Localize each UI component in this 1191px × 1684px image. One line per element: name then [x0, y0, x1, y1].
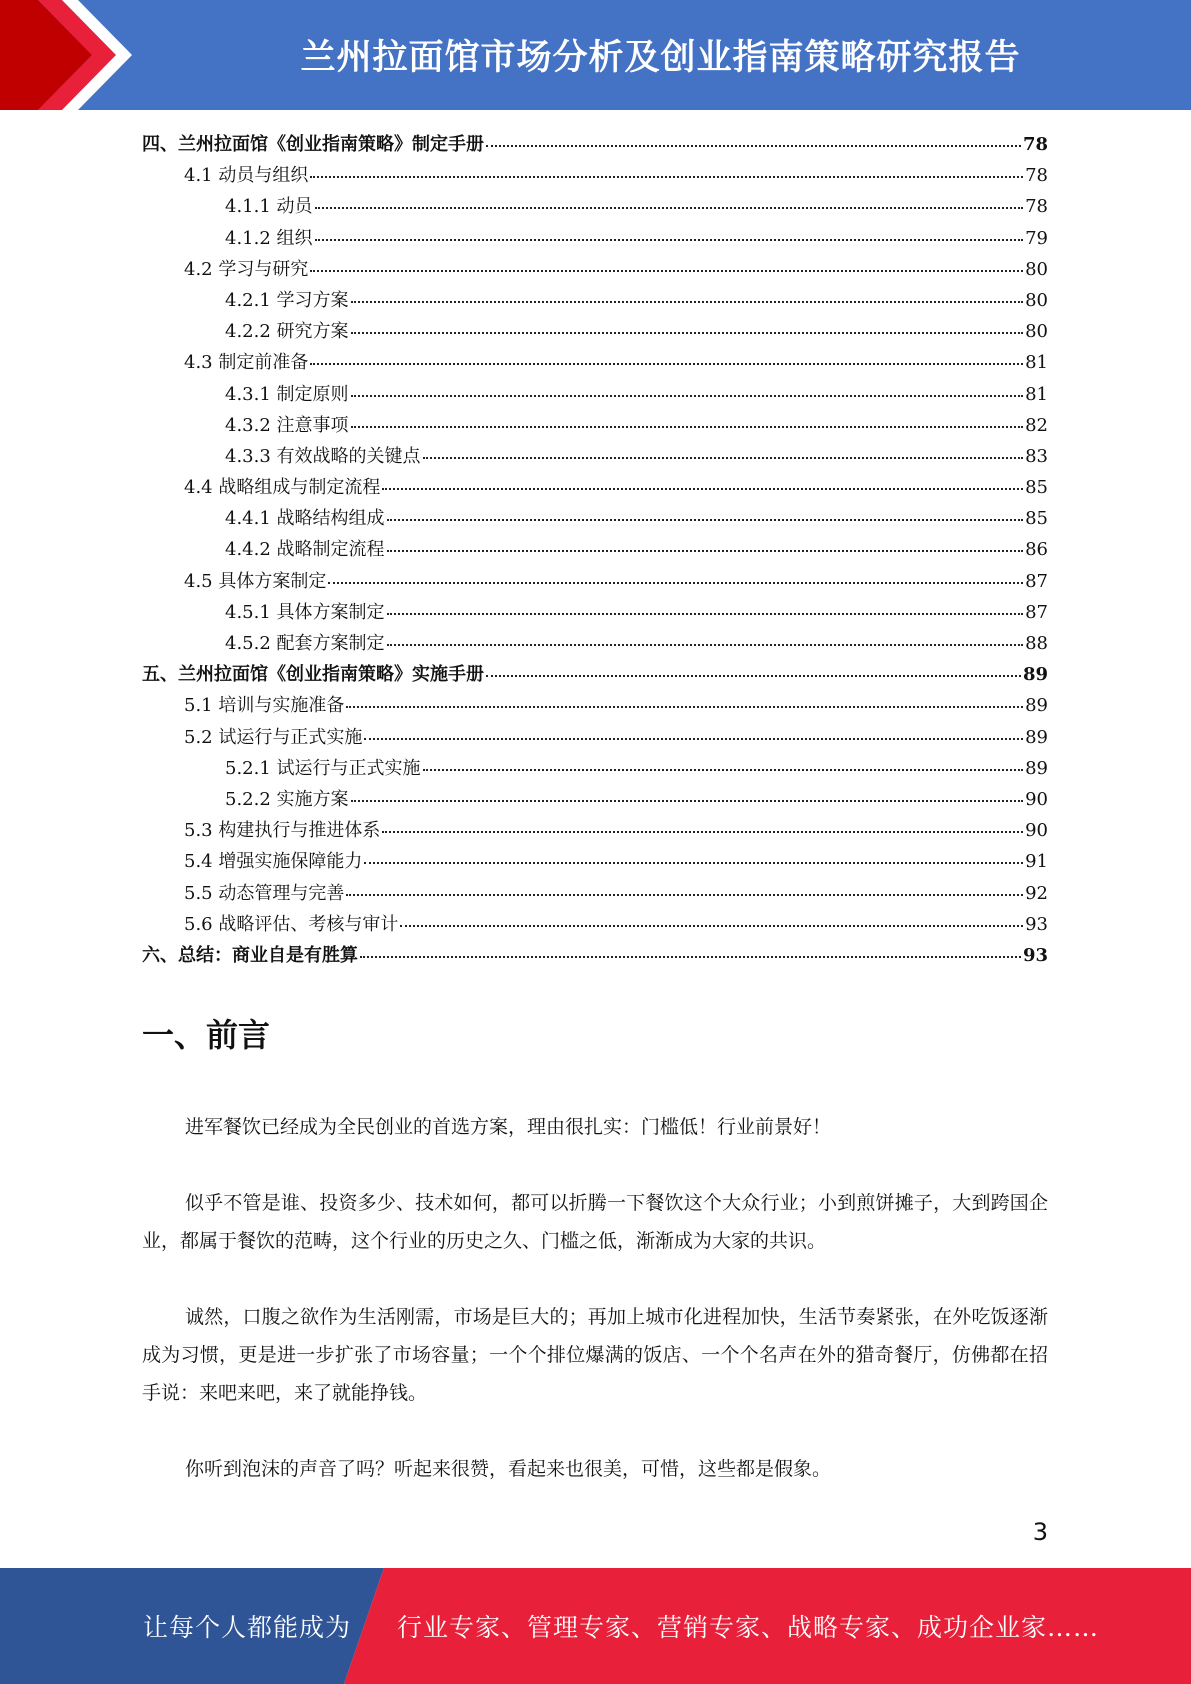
toc-entry-page: 93: [1022, 944, 1048, 966]
toc-entry[interactable]: [142, 160, 1048, 191]
toc-dot-leader: [387, 612, 1024, 615]
toc-entry[interactable]: [142, 472, 1048, 503]
toc-dot-leader: [315, 206, 1024, 209]
toc-entry-page: 81: [1025, 383, 1048, 405]
toc-entry[interactable]: [142, 597, 1048, 628]
toc-entry-page: 89: [1025, 726, 1048, 748]
toc-entry-page: 78: [1022, 134, 1048, 155]
toc-entry-page: 85: [1025, 508, 1048, 530]
toc-entry-title: 5.2.1 试运行与正式实施: [225, 757, 421, 779]
toc-entry-page: 87: [1025, 601, 1048, 623]
section-heading: 一、前言: [142, 1016, 271, 1054]
toc-dot-leader: [387, 518, 1024, 521]
toc-dot-leader: [400, 924, 1023, 927]
toc-entry-page: 80: [1025, 321, 1048, 343]
toc-entry-title: 4.5.2 配套方案制定: [225, 633, 385, 654]
toc-entry[interactable]: [142, 909, 1048, 940]
toc-entry-title: 5.5 动态管理与完善: [184, 882, 345, 904]
toc-entry-title: 4.5.1 具体方案制定: [225, 601, 385, 623]
toc-entry[interactable]: [142, 503, 1048, 534]
toc-entry-page: 79: [1025, 227, 1048, 249]
toc-entry-title: 4.4 战略组成与制定流程: [184, 477, 381, 499]
toc-entry-title: 4.2.2 研究方案: [225, 321, 349, 343]
toc-entry-title: 四、兰州拉面馆《创业指南策略》制定手册: [142, 134, 484, 155]
toc-entry-page: 83: [1025, 445, 1048, 467]
table-of-contents: [142, 129, 1048, 971]
toc-entry-title: 5.6 战略评估、考核与审计: [184, 913, 399, 935]
body-paragraph: 你听到泡沫的声音了吗？听起来很赞，看起来也很美，可惜，这些都是假象。: [185, 1458, 832, 1480]
toc-dot-leader: [423, 456, 1024, 459]
toc-dot-leader: [310, 175, 1023, 178]
toc-entry-page: 78: [1025, 196, 1048, 218]
toc-entry-title: 4.3.3 有效战略的关键点: [225, 445, 421, 467]
toc-entry-page: 92: [1025, 882, 1048, 904]
toc-entry[interactable]: [142, 191, 1048, 222]
toc-entry-title: 五、兰州拉面馆《创业指南策略》实施手册: [142, 664, 484, 686]
toc-entry[interactable]: [142, 628, 1048, 659]
toc-entry-title: 4.2.1 学习方案: [225, 289, 349, 311]
toc-dot-leader: [351, 799, 1024, 802]
toc-entry[interactable]: [142, 846, 1048, 877]
toc-dot-leader: [315, 238, 1024, 241]
toc-entry[interactable]: [142, 659, 1048, 690]
toc-entry-title: 5.2.2 实施方案: [225, 788, 349, 810]
toc-entry-title: 4.1.1 动员: [225, 196, 313, 218]
toc-entry-page: 80: [1025, 289, 1048, 311]
toc-entry[interactable]: [142, 316, 1048, 347]
toc-entry-page: 91: [1025, 851, 1048, 873]
page-header: [0, 0, 1191, 110]
toc-entry-page: 89: [1025, 757, 1048, 779]
body-paragraph: 进军餐饮已经成为全民创业的首选方案，理由很扎实：门槛低！行业前景好！: [185, 1116, 832, 1138]
toc-entry[interactable]: [142, 379, 1048, 410]
toc-dot-leader: [346, 893, 1023, 896]
toc-entry-page: 93: [1025, 913, 1048, 935]
page-number: 3: [1032, 1518, 1048, 1546]
toc-entry[interactable]: [142, 566, 1048, 597]
toc-entry[interactable]: [142, 722, 1048, 753]
toc-entry[interactable]: [142, 534, 1048, 565]
toc-entry[interactable]: [142, 254, 1048, 285]
header-title: 兰州拉面馆市场分析及创业指南策略研究报告: [300, 38, 1021, 78]
toc-entry-title: 4.5 具体方案制定: [184, 570, 327, 592]
toc-dot-leader: [486, 674, 1021, 677]
toc-entry-page: 85: [1025, 477, 1048, 499]
toc-dot-leader: [310, 362, 1023, 365]
toc-entry[interactable]: [142, 690, 1048, 721]
toc-entry-page: 80: [1025, 258, 1048, 280]
toc-entry-title: 4.3.2 注意事项: [225, 414, 349, 436]
toc-dot-leader: [382, 830, 1023, 833]
toc-dot-leader: [423, 768, 1024, 771]
toc-dot-leader: [351, 331, 1024, 334]
toc-entry[interactable]: [142, 940, 1048, 971]
footer-slogan-left: 让每个人都能成为: [143, 1613, 352, 1642]
toc-entry-title: 5.4 增强实施保障能力: [184, 851, 363, 873]
toc-entry[interactable]: [142, 441, 1048, 472]
toc-entry-title: 4.1.2 组织: [225, 227, 313, 249]
body-paragraph: 似乎不管是谁、投资多少、技术如何，都可以折腾一下餐饮这个大众行业；小到煎饼摊子，大到跨国企业，都属于餐饮的范畴，这个行业的历史之久、门槛之低，渐渐成为大家的共识。: [142, 1192, 1048, 1252]
toc-entry-page: 82: [1025, 414, 1048, 436]
toc-entry-title: 4.3 制定前准备: [184, 352, 309, 374]
toc-entry-title: 4.1 动员与组织: [184, 165, 309, 187]
toc-entry[interactable]: [142, 815, 1048, 846]
page-footer: [0, 1568, 1191, 1684]
toc-dot-leader: [328, 581, 1023, 584]
toc-entry[interactable]: [142, 285, 1048, 316]
toc-entry-title: 5.2 试运行与正式实施: [184, 726, 363, 748]
toc-entry-page: 78: [1025, 165, 1048, 187]
toc-dot-leader: [382, 487, 1023, 490]
toc-entry-page: 86: [1025, 539, 1048, 561]
toc-dot-leader: [351, 425, 1024, 428]
body-paragraph: 诚然，口腹之欲作为生活刚需，市场是巨大的；再加上城市化进程加快，生活节奏紧张，在外吃饭逐渐成为习惯，更是进一步扩张了市场容量；一个个排位爆满的饭店、一个个名声在外的猎奇餐厅，仿佛都在招手说：来吧来吧，来了就能挣钱。: [142, 1306, 1048, 1404]
toc-dot-leader: [351, 394, 1024, 397]
toc-entry[interactable]: [142, 129, 1048, 160]
toc-entry[interactable]: [142, 753, 1048, 784]
toc-dot-leader: [351, 300, 1024, 303]
toc-dot-leader: [346, 705, 1023, 708]
toc-entry-page: 89: [1025, 695, 1048, 717]
toc-entry-page: 81: [1025, 352, 1048, 374]
toc-entry-page: 88: [1025, 633, 1048, 654]
toc-dot-leader: [310, 269, 1023, 272]
toc-dot-leader: [486, 144, 1021, 147]
footer-slogan-right: 行业专家、管理专家、营销专家、战略专家、成功企业家……: [397, 1613, 1100, 1642]
toc-entry-page: 87: [1025, 570, 1048, 592]
toc-entry-title: 六、总结：商业自是有胜算: [142, 944, 358, 966]
toc-entry[interactable]: [142, 784, 1048, 815]
toc-entry[interactable]: [142, 410, 1048, 441]
toc-entry-title: 5.3 构建执行与推进体系: [184, 820, 381, 842]
toc-entry[interactable]: [142, 347, 1048, 378]
toc-dot-leader: [387, 643, 1024, 646]
toc-dot-leader: [387, 549, 1024, 552]
toc-dot-leader: [360, 955, 1021, 958]
toc-entry-title: 4.2 学习与研究: [184, 258, 309, 280]
toc-entry-title: 4.3.1 制定原则: [225, 383, 349, 405]
toc-dot-leader: [364, 861, 1023, 864]
toc-entry-page: 90: [1025, 788, 1048, 810]
toc-entry[interactable]: [142, 878, 1048, 909]
toc-entry-title: 5.1 培训与实施准备: [184, 695, 345, 717]
toc-entry-title: 4.4.2 战略制定流程: [225, 539, 385, 561]
toc-entry-page: 90: [1025, 820, 1048, 842]
toc-entry-title: 4.4.1 战略结构组成: [225, 508, 385, 530]
toc-entry-page: 89: [1022, 664, 1048, 686]
toc-dot-leader: [364, 737, 1023, 740]
toc-entry[interactable]: [142, 223, 1048, 254]
